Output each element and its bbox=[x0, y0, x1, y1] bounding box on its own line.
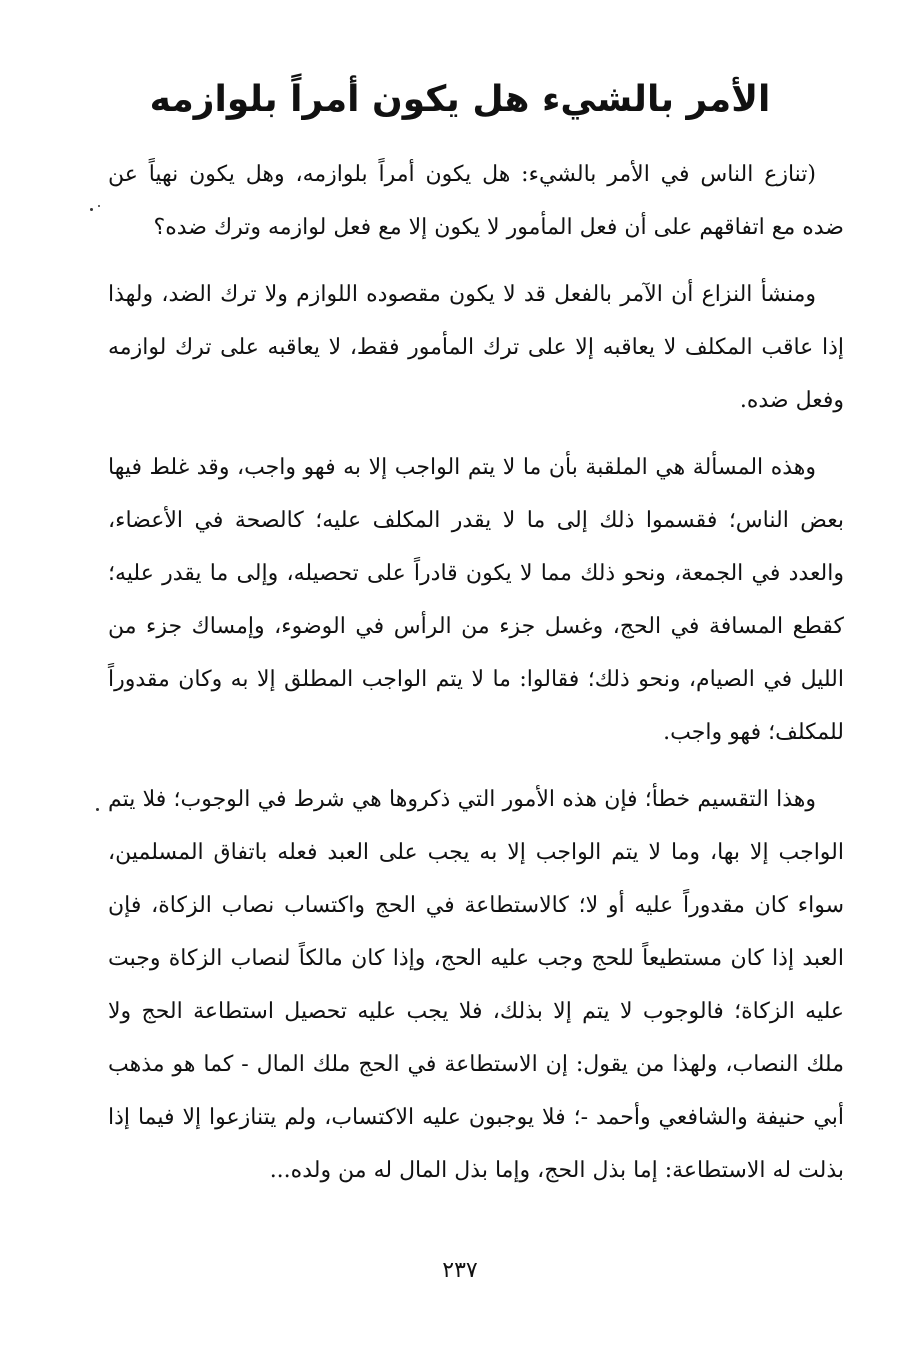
page-title: الأمر بالشيء هل يكون أمراً بلوازمه bbox=[149, 79, 771, 120]
scan-speck bbox=[96, 808, 99, 811]
scan-speck bbox=[90, 208, 93, 211]
paragraph-1: (تنازع الناس في الأمر بالشيء: هل يكون أمراً بلوازمه، وهل يكون نهياً عن ضده مع اتفاقهم على أن فعل المأمور لا يكون إلا مع فعل لوازمه وترك ضده؟ bbox=[108, 162, 844, 240]
scan-speck bbox=[98, 205, 100, 207]
paragraph-4: وهذا التقسيم خطأ؛ فإن هذه الأمور التي ذكروها هي شرط في الوجوب؛ فلا يتم الواجب إلا بها، وما لا يتم الواجب إلا به يجب على العبد فعله باتفاق المسلمين، سواء كان مقدوراً عليه أو لا؛ كالاستطاعة في الحج واكتساب نصاب الزكاة، فإن العبد إذا كان مستطيعاً للحج وجب عليه الحج، وإذا كان مالكاً لنصاب الزكاة وجبت عليه الزكاة؛ فالوجوب لا يتم إلا بذلك، فلا يجب عليه تحصيل استطاعة الحج ولا ملك النصاب، ولهذا من يقول: إن الاستطاعة في الحج ملك المال - كما هو مذهب أبي حنيفة والشافعي وأحمد -؛ فلا يوجبون عليه الاكتساب، ولم يتنازعوا إلا فيما إذا بذلت له الاستطاعة: إما بذل الحج، وإما بذل المال له من ولده... bbox=[108, 787, 844, 1183]
page-number: ٢٣٧ bbox=[442, 1258, 478, 1283]
paragraph-3: وهذه المسألة هي الملقبة بأن ما لا يتم الواجب إلا به فهو واجب، وقد غلط فيها بعض الناس؛ فقسموا ذلك إلى ما لا يقدر المكلف عليه؛ كالصحة في الأعضاء، والعدد في الجمعة، ونحو ذلك مما لا يكون قادراً على تحصيله، وإلى ما يقدر عليه؛ كقطع المسافة في الحج، وغسل جزء من الرأس في الوضوء، وإمساك جزء من الليل في الصيام، ونحو ذلك؛ فقالوا: ما لا يتم الواجب المطلق إلا به وكان مقدوراً للمكلف؛ فهو واجب. bbox=[108, 455, 844, 745]
paragraph-2: ومنشأ النزاع أن الآمر بالفعل قد لا يكون مقصوده اللوازم ولا ترك الضد، ولهذا إذا عاقب المكلف لا يعاقبه إلا على ترك المأمور فقط، لا يعاقبه على ترك لوازمه وفعل ضده. bbox=[108, 282, 844, 413]
body-text bbox=[108, 148, 844, 1211]
